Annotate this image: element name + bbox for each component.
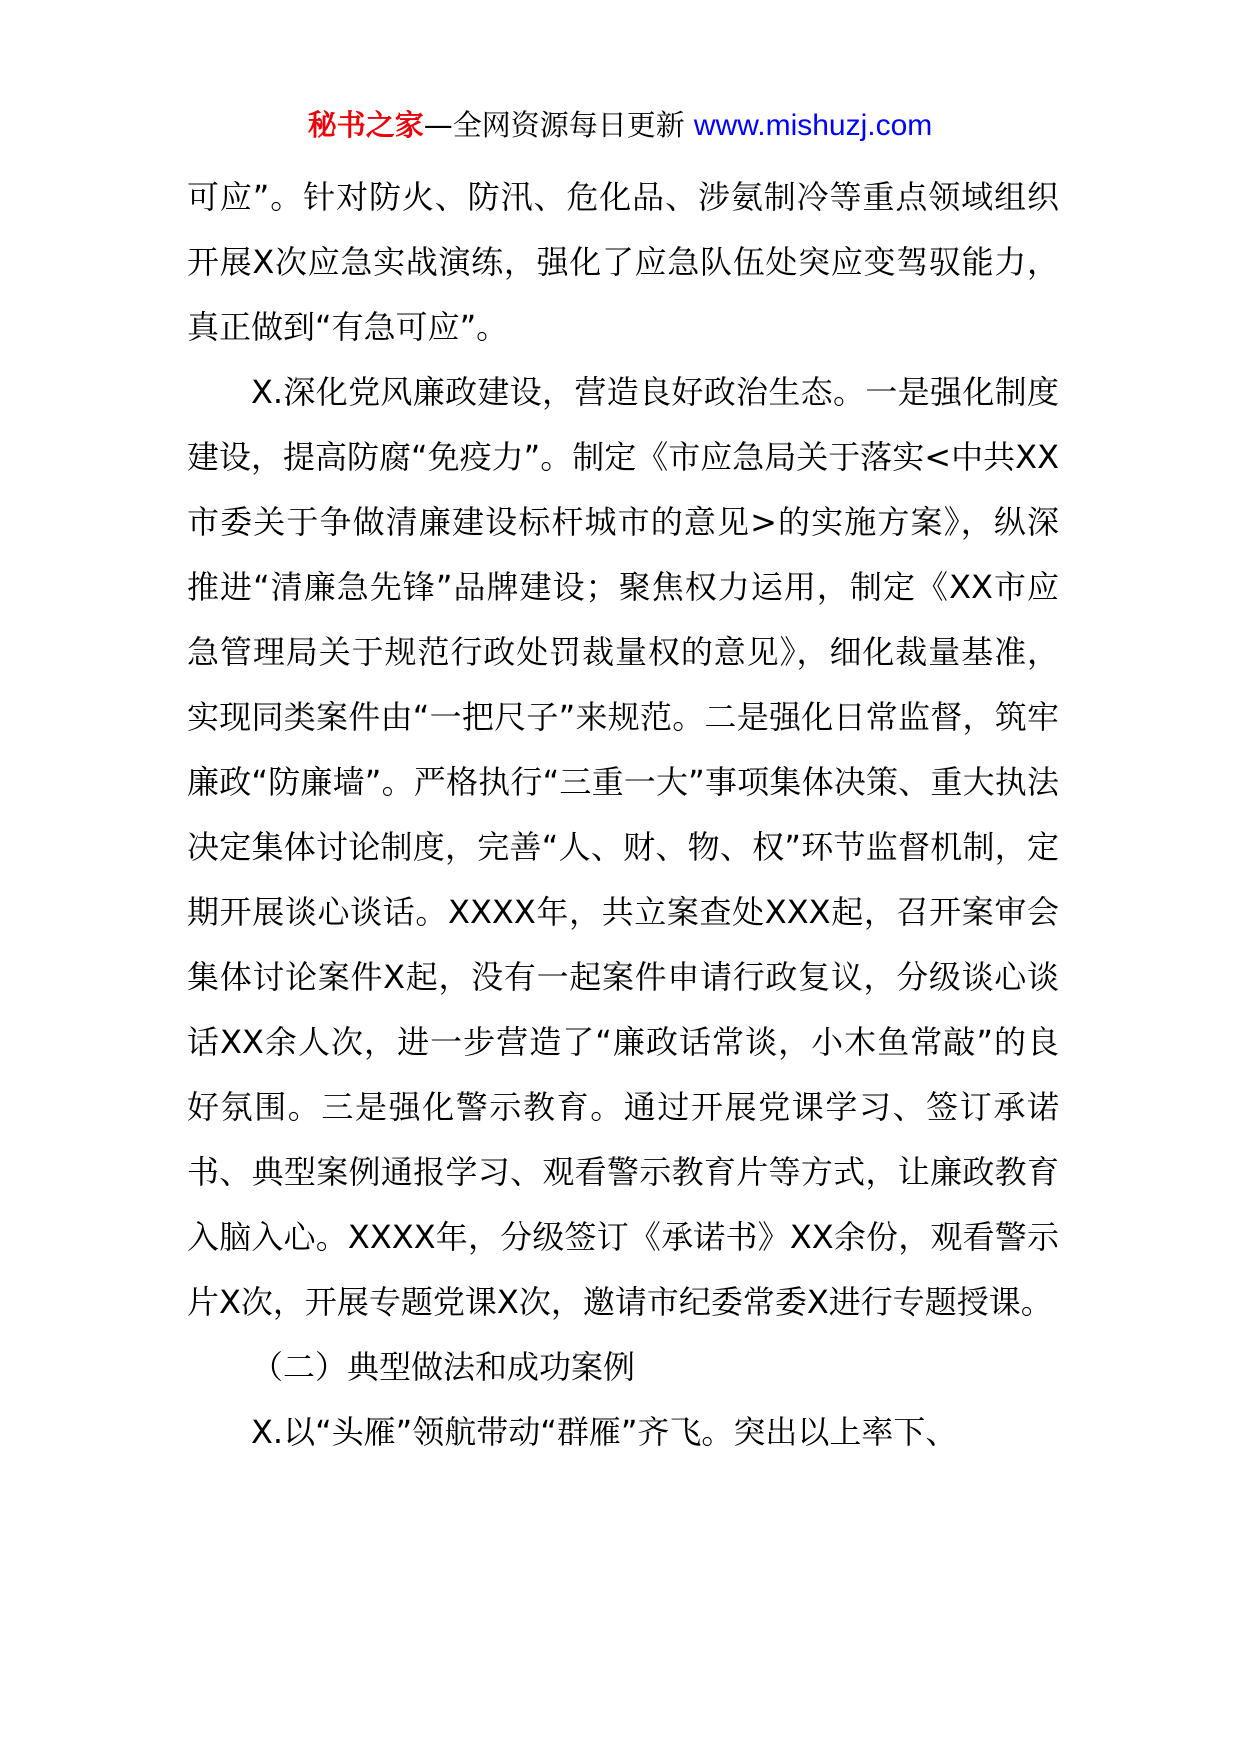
document-body: [187, 165, 1059, 1465]
paragraph-continuation: 可应”。针对防火、防汛、危化品、涉氨制冷等重点领域组织开展X次应急实战演练，强化了应急队伍处突应变驾驭能力，真正做到“有急可应”。: [187, 178, 1059, 346]
brand-name: 秘书之家: [307, 108, 424, 142]
paragraph-party-integrity: X.深化党风廉政建设，营造良好政治生态。一是强化制度建设，提高防腐“免疫力”。制定《市应急局关于落实<中共XX市委关于争做清廉建设标杆城市的意见>的实施方案》，纵深推进“清廉急先锋”品牌建设；聚焦权力运用，制定《XX市应急管理局关于规范行政处罚裁量权的意见》，细化裁量基准，实现同类案件由“一把尺子”来规范。二是强化日常监督，筑牢廉政“防廉墙”。严格执行“三重一大”事项集体决策、重大执法决定集体讨论制度，完善“人、财、物、权”环节监督机制，定期开展谈心谈话。XXXX年，共立案查处XXX起，召开案审会集体讨论案件X起，没有一起案件申请行政复议，分级谈心谈话XX余人次，进一步营造了“廉政话常谈，小木鱼常敲”的良好氛围。三是强化警示教育。通过开展党课学习、签订承诺书、典型案例通报学习、观看警示教育片等方式，让廉政教育入脑入心。XXXX年，分级签订《承诺书》XX余份，观看警示片X次，开展专题党课X次，邀请市纪委常委X进行专题授课。: [187, 373, 1059, 1321]
paragraph-leading-goose: X.以“头雁”领航带动“群雁”齐飞。突出以上率下、: [251, 1413, 958, 1451]
site-header: [0, 100, 1240, 151]
header-tagline: —全网资源每日更新: [423, 108, 694, 142]
site-url-link[interactable]: www.mishuzj.com: [693, 109, 933, 142]
section-heading: （二）典型做法和成功案例: [251, 1348, 636, 1386]
